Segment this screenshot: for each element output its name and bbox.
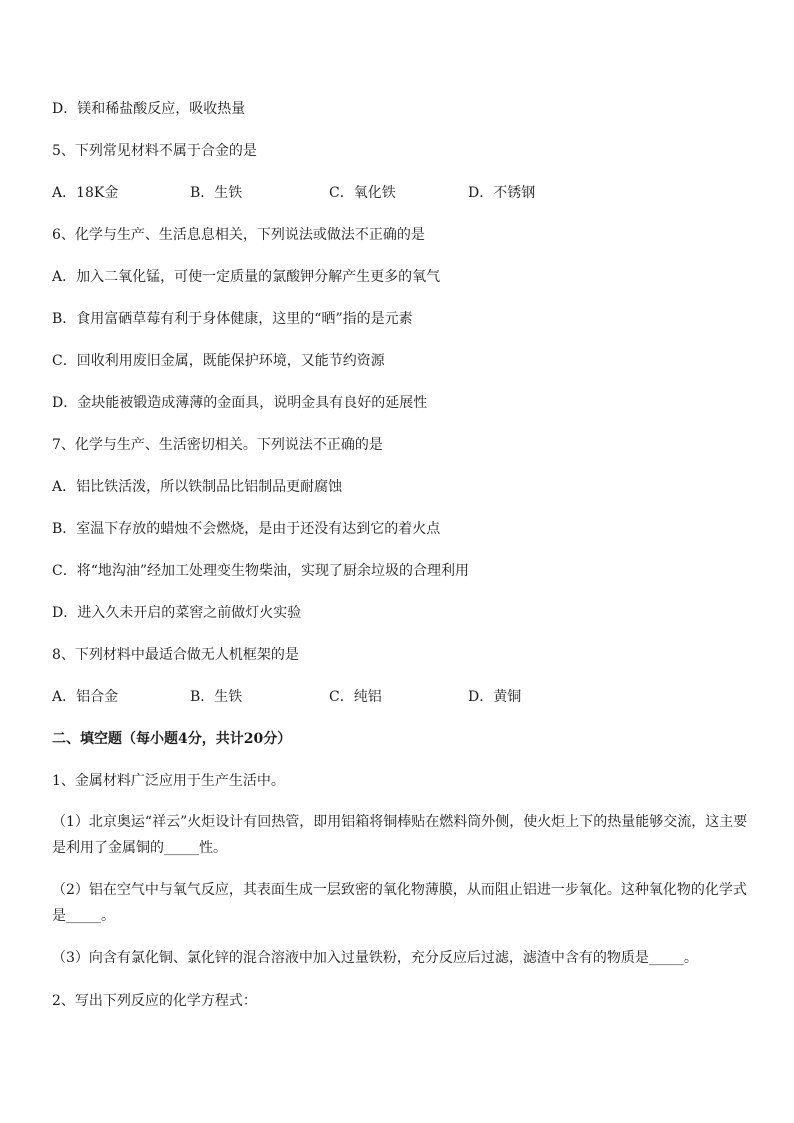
q6-option-b: B．食用富硒草莓有利于身体健康，这里的“晒”指的是元素	[52, 311, 413, 327]
q7-option-a: A．铝比铁活泼，所以铁制品比铝制品更耐腐蚀	[52, 479, 343, 495]
q5-option-d: D．不锈钢	[468, 185, 536, 201]
f1-part-3: （3）向含有氯化铜、氯化锌的混合溶液中加入过量铁粉，充分反应后过滤，滤渣中含有的物质是_____。	[52, 950, 698, 966]
q4-option-d: D．镁和稀盐酸反应，吸收热量	[52, 101, 246, 117]
q8-stem: 8、下列材料中最适合做无人机框架的是	[52, 647, 299, 663]
q7-option-c: C．将“地沟油”经加工处理变生物柴油，实现了厨余垃圾的合理利用	[52, 563, 470, 579]
f2-stem: 2、写出下列反应的化学方程式：	[52, 993, 257, 1009]
q7-option-d: D．进入久未开启的菜窖之前做灯火实验	[52, 605, 302, 621]
q8-option-d: D．黄铜	[468, 689, 522, 705]
q5-option-b: B．生铁	[190, 185, 243, 201]
q5-option-a: A．18K金	[52, 185, 119, 201]
q5-options	[52, 184, 752, 202]
q6-stem: 6、化学与生产、生活息息相关，下列说法或做法不正确的是	[52, 227, 425, 243]
q6-option-a: A．加入二氧化锰，可使一定质量的氯酸钾分解产生更多的氧气	[52, 269, 441, 285]
q6-option-d: D．金块能被锻造成薄薄的金面具，说明金具有良好的延展性	[52, 395, 428, 411]
f1-part-2: （2）铝在空气中与氧气反应，其表面生成一层致密的氧化物薄膜，从而阻止铝进一步氧化。这种氧化物的化学式是_____。	[52, 882, 747, 924]
q8-option-a: A．铝合金	[52, 689, 119, 705]
f1-part-1: （1）北京奥运“祥云”火炬设计有回热管，即用铝箱将铜棒贴在燃料筒外侧，使火炬上下的热量能够交流，这主要是利用了金属铜的_____性。	[52, 814, 748, 856]
q8-options	[52, 688, 752, 706]
q7-option-b: B．室温下存放的蜡烛不会燃烧，是由于还没有达到它的着火点	[52, 521, 441, 537]
q8-option-c: C．纯铝	[329, 689, 382, 705]
q5-option-c: C．氧化铁	[329, 185, 396, 201]
q8-option-b: B．生铁	[190, 689, 243, 705]
q6-option-c: C．回收利用废旧金属，既能保护环境，又能节约资源	[52, 353, 385, 369]
q7-stem: 7、化学与生产、生活密切相关。下列说法不正确的是	[52, 437, 383, 453]
section-heading-fill-blank: 二、填空题（每小题4分，共计20分）	[52, 731, 292, 747]
f1-stem: 1、金属材料广泛应用于生产生活中。	[52, 773, 285, 789]
q5-stem: 5、下列常见材料不属于合金的是	[52, 143, 257, 159]
